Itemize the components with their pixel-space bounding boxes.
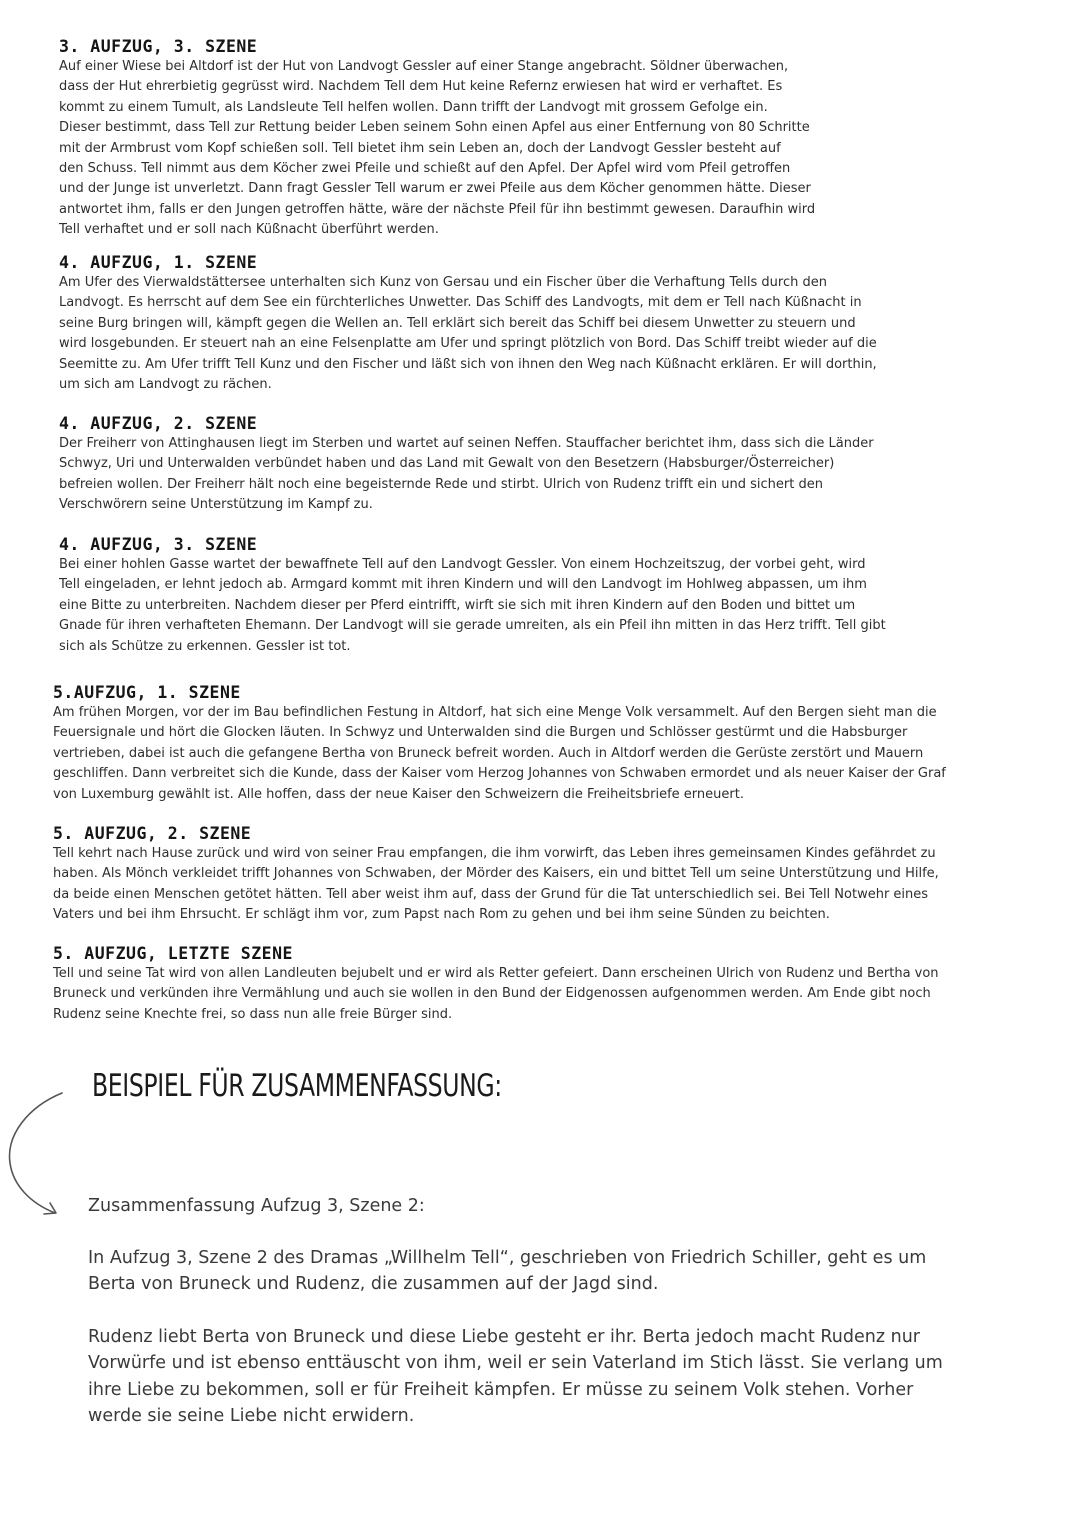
text-line: Dieser bestimmt, dass Tell zur Rettung beider Leben seinem Sohn einen Apfel aus einer Entfernung von 80 Schritte	[59, 120, 810, 136]
text-line: Schwyz, Uri und Unterwalden verbündet haben und das Land mit Gewalt von den Besetzern (Habsburger/Österreicher)	[59, 456, 835, 472]
text-line: Gnade für ihren verhafteten Ehemann. Der Landvogt will sie gerade umreiten, als ein Pfeil ihn mitten in das Herz trifft. Tell gibt	[59, 618, 886, 634]
text-line: haben. Als Mönch verkleidet trifft Johannes von Schwaben, der Mörder des Kaisers, ein und bittet Tell um seine Unterstützung und Hilfe,	[53, 866, 939, 882]
text-line: Rudenz seine Knechte frei, so dass nun alle freie Bürger sind.	[53, 1006, 453, 1022]
scene-section-5-1	[53, 683, 946, 805]
text-line: vertrieben, dabei ist auch die gefangene Bertha von Bruneck befreit worden. Auch in Altdorf werden die Gerüste zerstört und Mauern	[53, 745, 924, 761]
text-line: kommt zu einem Tumult, als Landsleute Tell helfen wollen. Dann trifft der Landvogt mit grossem Gefolge ein.	[59, 99, 768, 115]
text-line: den Schuss. Tell nimmt aus dem Köcher zwei Pfeile und schießt auf den Apfel. Der Apfel wird vom Pfeil getroffen	[59, 161, 791, 177]
text-line: ihre Liebe zu bekommen, soll er für Freiheit kämpfen. Er müsse zu seinem Volk stehen. Vorher	[88, 1379, 914, 1400]
text-line: Rudenz liebt Berta von Bruneck und diese Liebe gesteht er ihr. Berta jedoch macht Rudenz nur	[88, 1327, 920, 1347]
example-paragraph-2	[88, 1324, 943, 1430]
scene-heading: 4. AUFZUG, 2. SZENE	[59, 414, 258, 433]
scene-text	[59, 273, 877, 395]
text-line: sich als Schütze zu erkennen. Gessler ist tot.	[59, 638, 351, 654]
example-paragraph-1	[88, 1245, 926, 1298]
text-line: Tell kehrt nach Hause zurück und wird von seiner Frau empfangen, die ihm vorwirft, das Leben ihres gemeinsamen Kindes gefährdet zu	[53, 846, 936, 861]
scene-section-5-last	[53, 944, 939, 1025]
text-line: wird losgebunden. Er steuert nah an eine Felsenplatte am Ufer und springt plötzlich von Bord. Das Schiff treibt wieder auf die	[59, 336, 877, 352]
text-line: von Luxemburg gewählt ist. Alle hoffen, dass der neue Kaiser den Schweizern die Freiheitsbriefe erneuert.	[53, 786, 744, 802]
text-line: Tell und seine Tat wird von allen Landleuten bejubelt und er wird als Retter gefeiert. Dann erscheinen Ulrich von Rudenz und Bertha von	[53, 966, 939, 981]
text-line: befreien wollen. Der Freiherr hält noch eine begeisternde Rede und stirbt. Ulrich von Rudenz trifft ein und sichert den	[59, 476, 823, 492]
text-line: werde sie seine Liebe nicht erwidern.	[88, 1406, 415, 1427]
text-line: Am frühen Morgen, vor der im Bau befindlichen Festung in Altdorf, hat sich eine Menge Volk versammelt. Auf den Bergen sieht man die	[53, 705, 937, 720]
text-line: Berta von Bruneck und Rudenz, die zusammen auf der Jagd sind.	[88, 1274, 659, 1295]
text-line: Auf einer Wiese bei Altdorf ist der Hut von Landvogt Gessler auf einer Stange angebracht. Söldner überwachen,	[59, 59, 789, 74]
scene-text	[59, 555, 886, 657]
text-line: Tell eingeladen, er lehnt jedoch ab. Armgard kommt mit ihren Kindern und will den Landvogt im Hohlweg abpassen, um ihm	[59, 577, 867, 593]
scene-heading: 5.AUFZUG, 1. SZENE	[53, 683, 241, 702]
text-line: Vorwürfe und ist ebenso enttäuscht von ihm, weil er sein Vaterland im Stich lässt. Sie verlang um	[88, 1353, 943, 1374]
curved-arrow-icon	[0, 1085, 80, 1225]
scene-section-3-3	[59, 37, 815, 241]
text-line: Tell verhaftet und er soll nach Küßnacht überführt werden.	[59, 222, 439, 238]
text-line: Der Freiherr von Attinghausen liegt im Sterben und wartet auf seinen Neffen. Stauffacher berichtet ihm, dass sich die Länder	[59, 436, 874, 451]
text-line: Landvogt. Es herrscht auf dem See ein fürchterliches Unwetter. Das Schiff des Landvogts, mit dem er Tell nach Küßnacht in	[59, 295, 862, 311]
text-line: Bruneck und verkünden ihre Vermählung und auch sie wollen in den Bund der Eidgenossen aufgenommen werden. Am Ende gibt noch	[53, 986, 931, 1002]
scene-section-4-2	[59, 414, 874, 516]
text-line: und der Junge ist unverletzt. Dann fragt Gessler Tell warum er zwei Pfeile aus dem Köcher genommen hätte. Dieser	[59, 181, 811, 197]
scene-section-5-2	[53, 824, 939, 926]
text-line: geschliffen. Dann verbreitet sich die Kunde, dass der Kaiser vom Herzog Johannes von Schwaben ermordet und als neuer Kaiser der Graf	[53, 766, 946, 782]
scene-section-4-3	[59, 535, 886, 657]
text-line: dass der Hut ehrerbietig gegrüsst wird. Nachdem Tell dem Hut keine Refernz erwiesen hat wird er verhaftet. Es	[59, 79, 783, 95]
example-subtitle: Zusammenfassung Aufzug 3, Szene 2:	[88, 1196, 425, 1216]
text-line: In Aufzug 3, Szene 2 des Dramas „Willhelm Tell“, geschrieben von Friedrich Schiller, geht es um	[88, 1248, 927, 1268]
text-line: Feuersignale und hört die Glocken läuten. In Schwyz und Unterwalden sind die Burgen und Schlösser gestürmt und die Habsburger	[53, 725, 908, 741]
text-line: Verschwörern seine Unterstützung im Kampf zu.	[59, 497, 373, 513]
scene-heading: 4. AUFZUG, 1. SZENE	[59, 253, 258, 272]
text-line: Bei einer hohlen Gasse wartet der bewaffnete Tell auf den Landvogt Gessler. Von einem Hochzeitszug, der vorbei geht, wird	[59, 557, 866, 572]
scene-text	[59, 57, 815, 241]
text-line: Vaters und bei ihm Ehrsucht. Er schlägt ihm vor, zum Papst nach Rom zu gehen und bei ihm seine Sünden zu beichten.	[53, 907, 830, 923]
example-title: BEISPIEL FÜR ZUSAMMENFASSUNG:	[92, 1068, 502, 1104]
text-line: antwortet ihm, falls er den Jungen getroffen hätte, wäre der nächste Pfeil für ihn bestimmt gewesen. Daraufhin wird	[59, 201, 816, 217]
scene-heading: 5. AUFZUG, LETZTE SZENE	[53, 944, 293, 963]
scene-text	[53, 964, 939, 1025]
scene-text	[53, 703, 946, 805]
text-line: Am Ufer des Vierwaldstättersee unterhalten sich Kunz von Gersau und ein Fischer über die Verhaftung Tells durch den	[59, 275, 827, 290]
text-line: da beide einen Menschen getötet hätten. Tell aber weist ihm auf, dass der Grund für die Tat unterschiedlich sei. Bei Tell Notwehr eines	[53, 886, 929, 902]
text-line: eine Bitte zu unterbreiten. Nachdem dieser per Pferd eintrifft, wirft sie sich mit ihren Kindern auf den Boden und bittet um	[59, 597, 856, 613]
scene-heading: 5. AUFZUG, 2. SZENE	[53, 824, 252, 843]
text-line: Seemitte zu. Am Ufer trifft Tell Kunz und den Fischer und läßt sich von ihnen den Weg nach Küßnacht erklären. Er will dorthin,	[59, 356, 877, 372]
scene-heading: 4. AUFZUG, 3. SZENE	[59, 535, 258, 554]
scene-section-4-1	[59, 253, 877, 395]
text-line: mit der Armbrust vom Kopf schießen soll. Tell bietet ihm sein Leben an, doch der Landvogt Gessler besteht auf	[59, 140, 781, 156]
scene-text	[53, 844, 939, 926]
scene-heading: 3. AUFZUG, 3. SZENE	[59, 37, 258, 56]
text-line: um sich am Landvogt zu rächen.	[59, 377, 272, 393]
text-line: seine Burg bringen will, kämpft gegen die Wellen an. Tell erklärt sich bereit das Schiff bei diesem Unwetter zu steuern und	[59, 315, 856, 331]
scene-text	[59, 434, 874, 516]
